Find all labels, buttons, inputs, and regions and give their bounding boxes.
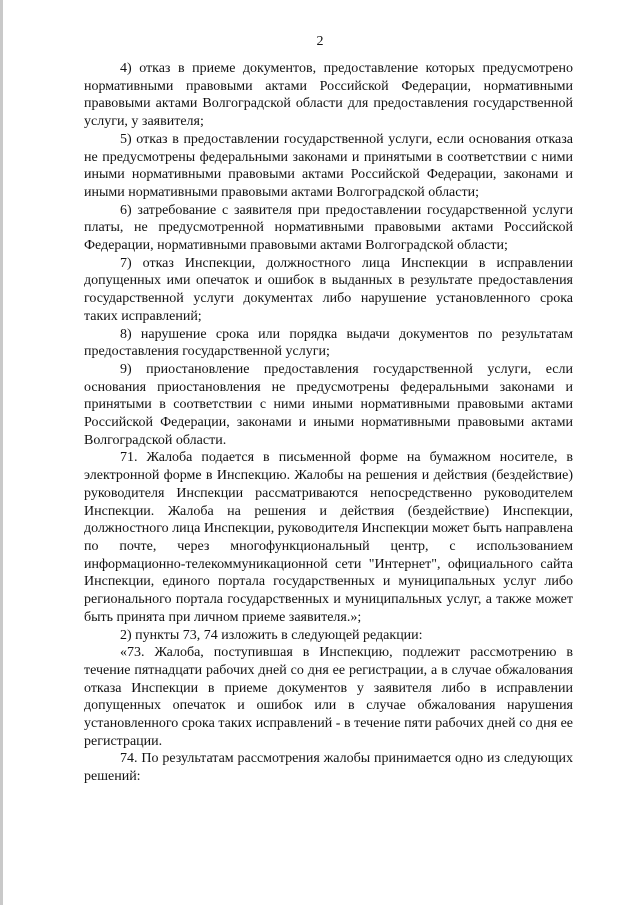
paragraph-item-8: 8) нарушение срока или порядка выдачи документов по результатам предоставления государственной услуги;	[84, 326, 573, 360]
paragraph-item-4: 4) отказ в приеме документов, предоставление которых предусмотрено нормативными правовыми актами Российской Федерации, нормативными правовыми актами Волгоградской области для предоставления государственной услуги, у заявителя;	[84, 61, 573, 130]
paragraph-item-5: 5) отказ в предоставлении государственной услуги, если основания отказа не предусмотрены федеральными законами и принятыми в соответствии с ними иными нормативными правовыми актами Российской Федерации, законами и иными нормативными правовыми актами Волгоградской области;	[84, 131, 573, 200]
page-number: 2	[316, 34, 324, 49]
paragraph-71: 71. Жалоба подается в письменной форме на бумажном носителе, в электронной форме в Инспекцию. Жалобы на решения и действия (бездействие) руководителя Инспекции рассматриваются непосредственно руководителем Инспекции. Жалоба на решения и действия (бездействие) Инспекции, должностного лица Инспекции, руководителя Инспекции может быть направлена по почте, через многофункциональный центр, с использованием информационно-телекоммуникационной сети "Интернет", официального сайта Инспекции, единого портала государственных и муниципальных услуг либо регионального портала государственных и муниципальных услуг, а также может быть принята при личном приеме заявителя.»;	[84, 450, 573, 625]
paragraph-73: «73. Жалоба, поступившая в Инспекцию, подлежит рассмотрению в течение пятнадцати рабочих дней со дня ее регистрации, а в случае обжалования отказа Инспекции в приеме документов у заявителя либо в исправлении допущенных опечаток и ошибок или в случае обжалования нарушения установленного срока таких исправлений - в течение пяти рабочих дней со дня ее регистрации.	[84, 645, 573, 749]
paragraph-item-7: 7) отказ Инспекции, должностного лица Инспекции в исправлении допущенных ими опечаток и ошибок в выданных в результате предоставления государственной услуги документах либо нарушение установленного срока таких исправлений;	[84, 255, 573, 324]
paragraph-amendment-2: 2) пункты 73, 74 изложить в следующей редакции:	[120, 627, 423, 643]
paragraph-item-6: 6) затребование с заявителя при предоставлении государственной услуги платы, не предусмотренной нормативными правовыми актами Российской Федерации, нормативными правовыми актами Волгоградской области;	[84, 202, 573, 254]
paragraph-74: 74. По результатам рассмотрения жалобы принимается одно из следующих решений:	[84, 751, 573, 785]
document-body	[84, 60, 573, 786]
paragraph-item-9: 9) приостановление предоставления государственной услуги, если основания приостановления не предусмотрены федеральными законами и принятыми в соответствии с ними иными нормативными правовыми актами Российской Федерации, законами и иными нормативными правовыми актами Волгоградской области.	[84, 361, 573, 448]
scan-edge	[0, 0, 3, 905]
